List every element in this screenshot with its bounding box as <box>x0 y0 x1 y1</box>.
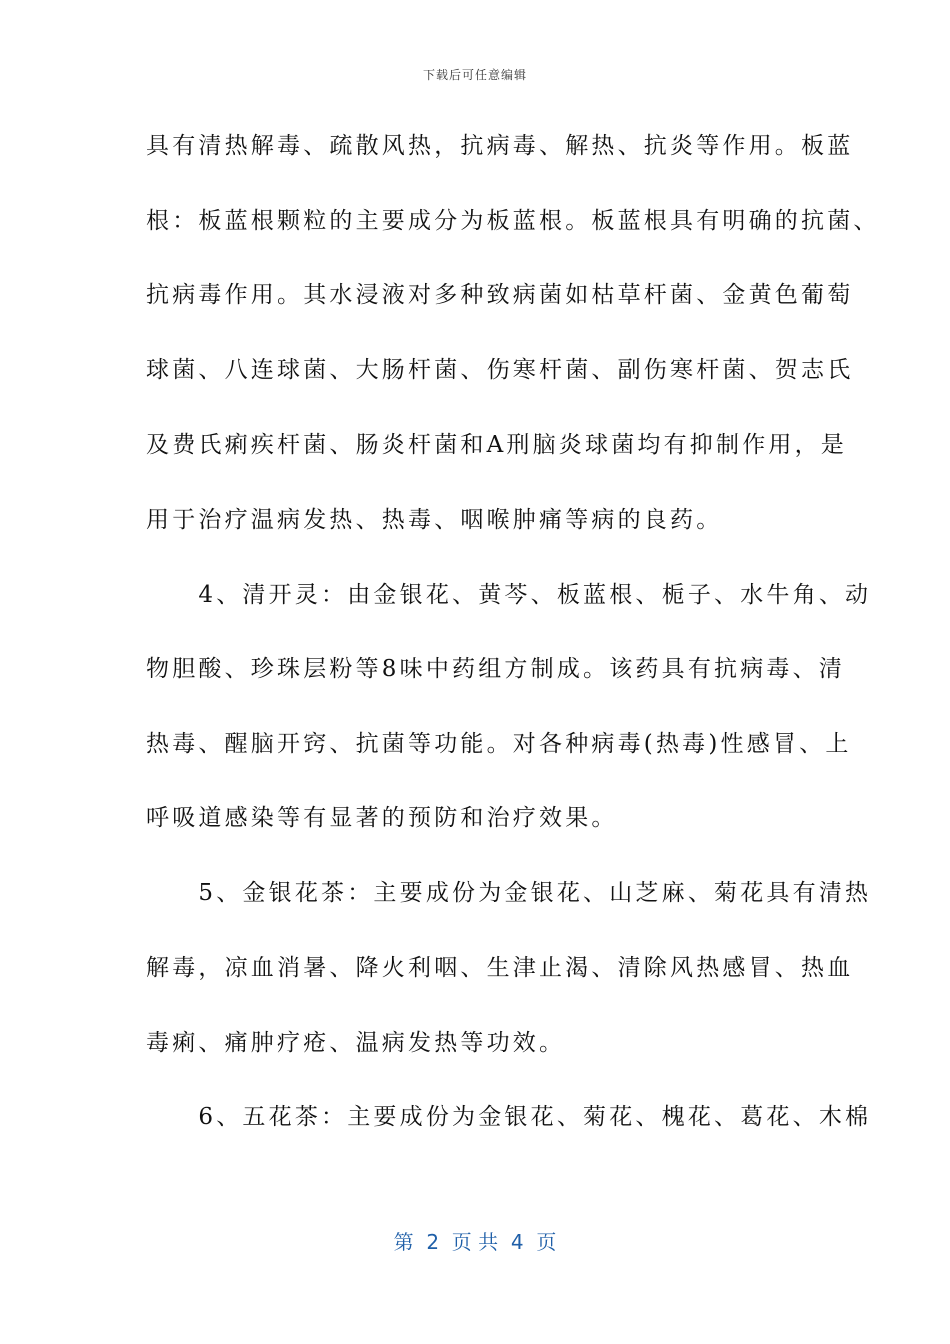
text-line: 5、金银花茶：主要成份为金银花、山芝麻、菊花具有清热 <box>146 880 872 906</box>
text-line: 抗病毒作用。其水浸液对多种致病菌如枯草杆菌、金黄色葡萄 <box>146 282 854 308</box>
text-line: 6、五花茶：主要成份为金银花、菊花、槐花、葛花、木棉 <box>146 1104 872 1130</box>
text-line: 解毒，凉血消暑、降火利咽、生津止渴、清除风热感冒、热血 <box>146 955 854 981</box>
text-line: 具有清热解毒、疏散风热，抗病毒、解热、抗炎等作用。板蓝 <box>146 133 854 159</box>
text-line: 用于治疗温病发热、热毒、咽喉肿痛等病的良药。 <box>146 507 723 533</box>
text-line: 及费氏痢疾杆菌、肠炎杆菌和A刑脑炎球菌均有抑制作用，是 <box>146 432 848 458</box>
text-line: 物胆酸、珍珠层粉等8味中药组方制成。该药具有抗病毒、清 <box>146 656 846 682</box>
text-line: 球菌、八连球菌、大肠杆菌、伤寒杆菌、副伤寒杆菌、贺志氏 <box>146 357 854 383</box>
text-line: 热毒、醒脑开窍、抗菌等功能。对各种病毒(热毒)性感冒、上 <box>146 731 852 757</box>
text-line: 毒痢、痛肿疗疮、温病发热等功效。 <box>146 1030 566 1056</box>
text-line: 4、清开灵：由金银花、黄芩、板蓝根、栀子、水牛角、动 <box>146 582 872 608</box>
text-line: 呼吸道感染等有显著的预防和治疗效果。 <box>146 805 618 831</box>
text-line: 根：板蓝根颗粒的主要成分为板蓝根。板蓝根具有明确的抗菌、 <box>146 208 880 234</box>
page-number-footer: 第 2 页 共 4 页 <box>393 1230 557 1254</box>
page-header: 下载后可任意编辑 <box>422 68 527 82</box>
